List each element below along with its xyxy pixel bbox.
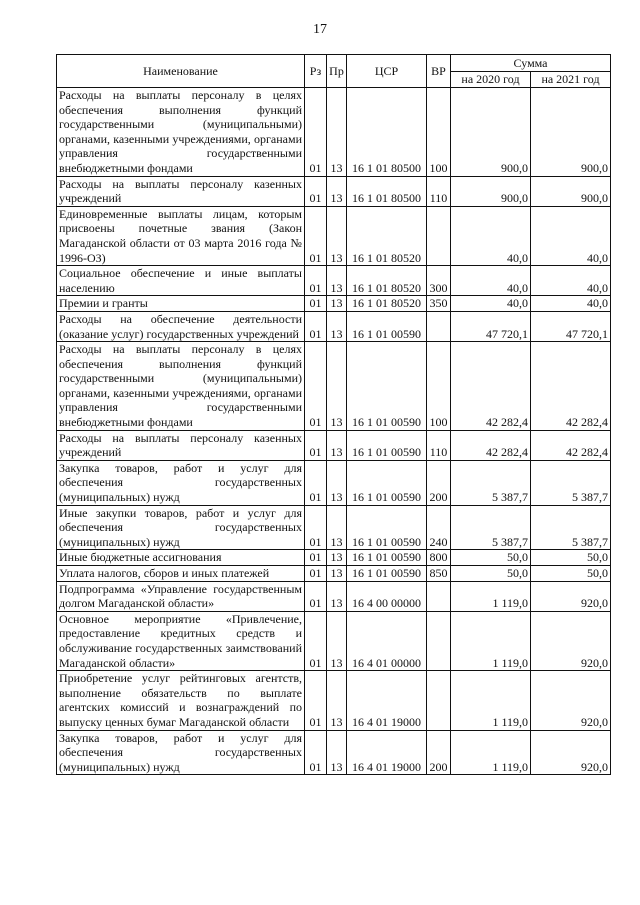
row-sum-2020: 50,0	[451, 566, 531, 582]
row-sum-2021: 5 387,7	[531, 460, 611, 505]
row-rz: 01	[305, 88, 327, 177]
row-name: Иные бюджетные ассигнования	[57, 550, 305, 566]
header-csr: ЦСР	[347, 55, 427, 88]
row-vr	[427, 581, 451, 611]
table-body	[57, 88, 611, 775]
header-year-2021: на 2021 год	[531, 72, 611, 88]
row-vr: 100	[427, 342, 451, 431]
row-sum-2020: 1 119,0	[451, 611, 531, 670]
row-pr: 13	[327, 460, 347, 505]
row-rz: 01	[305, 611, 327, 670]
row-name: Расходы на обеспечение деятельности (оказание услуг) государственных учреждений	[57, 311, 305, 341]
row-sum-2021: 50,0	[531, 566, 611, 582]
row-vr	[427, 611, 451, 670]
row-name: Премии и гранты	[57, 296, 305, 312]
row-name: Закупка товаров, работ и услуг для обеспечения государственных (муниципальных) нужд	[57, 730, 305, 775]
row-name: Основное мероприятие «Привлечение, предоставление кредитных средств и обслуживание государственных заимствований Магаданской области»	[57, 611, 305, 670]
row-pr: 13	[327, 176, 347, 206]
row-name: Закупка товаров, работ и услуг для обеспечения государственных (муниципальных) нужд	[57, 460, 305, 505]
row-csr: 16 1 01 80500	[347, 176, 427, 206]
row-pr: 13	[327, 88, 347, 177]
row-csr: 16 1 01 00590	[347, 460, 427, 505]
row-vr: 100	[427, 88, 451, 177]
row-name: Уплата налогов, сборов и иных платежей	[57, 566, 305, 582]
page-number: 17	[313, 22, 327, 37]
row-vr: 850	[427, 566, 451, 582]
row-csr: 16 4 00 00000	[347, 581, 427, 611]
row-rz: 01	[305, 266, 327, 296]
row-sum-2020: 1 119,0	[451, 581, 531, 611]
row-rz: 01	[305, 206, 327, 265]
row-vr: 110	[427, 176, 451, 206]
row-sum-2021: 920,0	[531, 581, 611, 611]
row-sum-2020: 5 387,7	[451, 460, 531, 505]
row-rz: 01	[305, 296, 327, 312]
row-pr: 13	[327, 581, 347, 611]
row-csr: 16 1 01 80520	[347, 296, 427, 312]
row-rz: 01	[305, 430, 327, 460]
row-vr: 300	[427, 266, 451, 296]
row-vr	[427, 206, 451, 265]
table-header	[57, 55, 611, 88]
row-sum-2021: 40,0	[531, 206, 611, 265]
row-pr: 13	[327, 671, 347, 730]
row-pr: 13	[327, 611, 347, 670]
row-pr: 13	[327, 730, 347, 775]
row-vr: 200	[427, 460, 451, 505]
row-pr: 13	[327, 550, 347, 566]
row-name: Приобретение услуг рейтинговых агентств, выполнение обязательств по выплате агентских комиссий и вознаграждений по выпуску ценных бумаг Магаданской области	[57, 671, 305, 730]
row-sum-2020: 40,0	[451, 296, 531, 312]
row-pr: 13	[327, 342, 347, 431]
row-sum-2020: 5 387,7	[451, 505, 531, 550]
row-csr: 16 4 01 19000	[347, 671, 427, 730]
row-sum-2020: 47 720,1	[451, 311, 531, 341]
row-csr: 16 4 01 00000	[347, 611, 427, 670]
row-pr: 13	[327, 206, 347, 265]
header-vr: ВР	[427, 55, 451, 88]
table-row	[57, 266, 611, 296]
row-sum-2020: 40,0	[451, 266, 531, 296]
row-sum-2021: 5 387,7	[531, 505, 611, 550]
table-row	[57, 730, 611, 775]
row-csr: 16 1 01 80500	[347, 88, 427, 177]
row-sum-2021: 920,0	[531, 611, 611, 670]
row-rz: 01	[305, 671, 327, 730]
budget-table	[56, 54, 611, 775]
table-row	[57, 430, 611, 460]
table-row	[57, 206, 611, 265]
row-vr: 350	[427, 296, 451, 312]
table-row	[57, 342, 611, 431]
table-row	[57, 566, 611, 582]
row-vr	[427, 671, 451, 730]
row-sum-2021: 920,0	[531, 671, 611, 730]
row-csr: 16 1 01 00590	[347, 311, 427, 341]
table-row	[57, 296, 611, 312]
row-rz: 01	[305, 550, 327, 566]
table-row	[57, 311, 611, 341]
row-vr: 200	[427, 730, 451, 775]
table-row	[57, 611, 611, 670]
row-csr: 16 1 01 00590	[347, 550, 427, 566]
row-sum-2020: 40,0	[451, 206, 531, 265]
table-row	[57, 550, 611, 566]
header-name: Наименование	[57, 55, 305, 88]
row-sum-2021: 40,0	[531, 296, 611, 312]
row-sum-2020: 900,0	[451, 176, 531, 206]
header-year-2020: на 2020 год	[451, 72, 531, 88]
row-name: Расходы на выплаты персоналу казенных учреждений	[57, 176, 305, 206]
row-sum-2020: 1 119,0	[451, 671, 531, 730]
row-rz: 01	[305, 581, 327, 611]
row-vr: 800	[427, 550, 451, 566]
row-sum-2021: 42 282,4	[531, 430, 611, 460]
row-pr: 13	[327, 296, 347, 312]
row-sum-2021: 42 282,4	[531, 342, 611, 431]
row-pr: 13	[327, 505, 347, 550]
row-sum-2021: 920,0	[531, 730, 611, 775]
row-name: Расходы на выплаты персоналу в целях обеспечения выполнения функций государственными (муниципальными) органами, казенными учреждениями, органами управления государственными внебюджетными фондами	[57, 88, 305, 177]
table-row	[57, 460, 611, 505]
row-pr: 13	[327, 430, 347, 460]
row-rz: 01	[305, 730, 327, 775]
row-vr: 110	[427, 430, 451, 460]
row-csr: 16 4 01 19000	[347, 730, 427, 775]
row-rz: 01	[305, 460, 327, 505]
row-sum-2020: 42 282,4	[451, 430, 531, 460]
table-row	[57, 581, 611, 611]
row-vr: 240	[427, 505, 451, 550]
row-rz: 01	[305, 176, 327, 206]
table-row	[57, 88, 611, 177]
row-sum-2020: 900,0	[451, 88, 531, 177]
row-name: Единовременные выплаты лицам, которым присвоены почетные звания (Закон Магаданской области от 03 марта 2016 года № 1996-ОЗ)	[57, 206, 305, 265]
table-row	[57, 671, 611, 730]
header-rz: Рз	[305, 55, 327, 88]
row-sum-2020: 1 119,0	[451, 730, 531, 775]
row-rz: 01	[305, 505, 327, 550]
row-csr: 16 1 01 80520	[347, 266, 427, 296]
row-pr: 13	[327, 311, 347, 341]
row-sum-2021: 40,0	[531, 266, 611, 296]
row-sum-2020: 50,0	[451, 550, 531, 566]
table-row	[57, 505, 611, 550]
row-pr: 13	[327, 266, 347, 296]
row-sum-2021: 900,0	[531, 176, 611, 206]
row-vr	[427, 311, 451, 341]
header-pr: Пр	[327, 55, 347, 88]
row-rz: 01	[305, 342, 327, 431]
row-name: Подпрограмма «Управление государственным долгом Магаданской области»	[57, 581, 305, 611]
row-rz: 01	[305, 311, 327, 341]
row-name: Расходы на выплаты персоналу казенных учреждений	[57, 430, 305, 460]
row-sum-2020: 42 282,4	[451, 342, 531, 431]
row-csr: 16 1 01 00590	[347, 342, 427, 431]
row-csr: 16 1 01 80520	[347, 206, 427, 265]
header-sum: Сумма	[451, 55, 611, 72]
row-pr: 13	[327, 566, 347, 582]
row-name: Социальное обеспечение и иные выплаты населению	[57, 266, 305, 296]
row-name: Расходы на выплаты персоналу в целях обеспечения выполнения функций государственными (муниципальными) органами, казенными учреждениями, органами управления государственными внебюджетными фондами	[57, 342, 305, 431]
row-sum-2021: 47 720,1	[531, 311, 611, 341]
row-sum-2021: 50,0	[531, 550, 611, 566]
row-csr: 16 1 01 00590	[347, 430, 427, 460]
row-rz: 01	[305, 566, 327, 582]
row-sum-2021: 900,0	[531, 88, 611, 177]
row-csr: 16 1 01 00590	[347, 505, 427, 550]
table-row	[57, 176, 611, 206]
row-name: Иные закупки товаров, работ и услуг для обеспечения государственных (муниципальных) нужд	[57, 505, 305, 550]
row-csr: 16 1 01 00590	[347, 566, 427, 582]
